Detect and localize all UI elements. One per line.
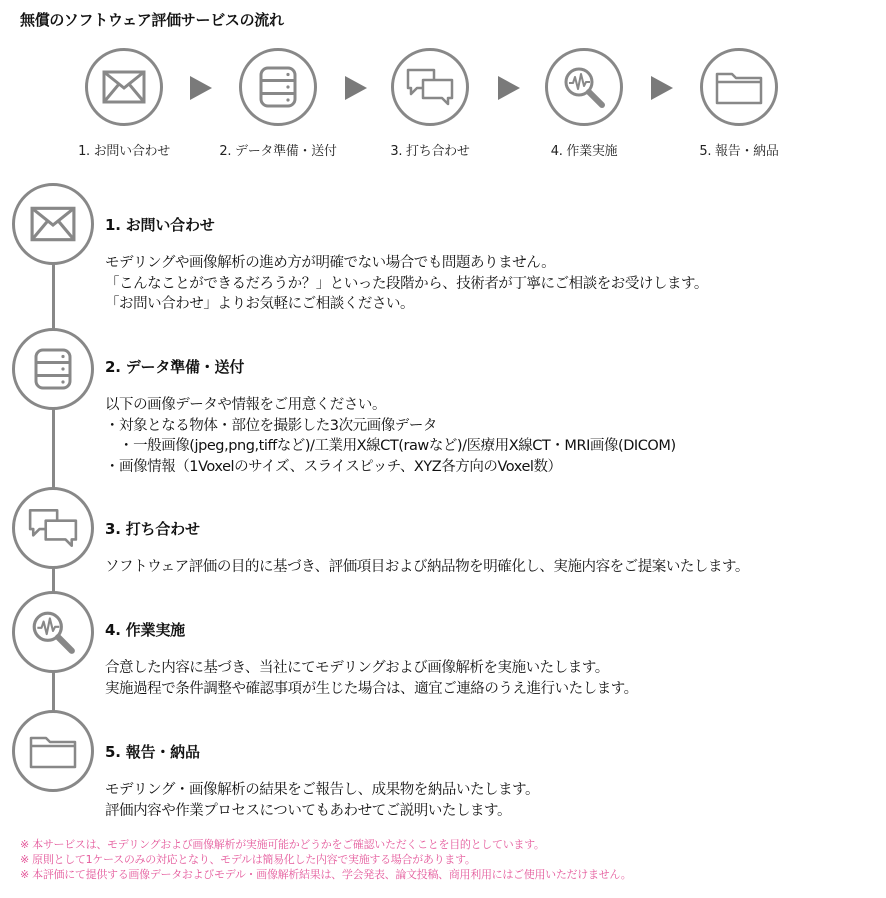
flow-step-label: 1. お問い合わせ: [78, 144, 170, 159]
envelope-icon: [30, 206, 76, 242]
flow-step-label: 5. 報告・納品: [699, 144, 779, 159]
section-line: ・画像情報（1Voxelのサイズ、スライスピッチ、XYZ各方向のVoxel数）: [105, 458, 562, 475]
section-body: [105, 557, 880, 578]
timeline-circle-report: [12, 710, 94, 792]
page-title: 無償のソフトウェア評価サービスの流れ: [20, 11, 284, 29]
section-title: 3. 打ち合わせ: [105, 520, 200, 538]
flow-step-label: 4. 作業実施: [550, 144, 618, 159]
flow-step-circle: [239, 48, 317, 126]
section-line: モデリング・画像解析の結果をご報告し、成果物を納品いたします。: [105, 782, 540, 798]
folder-icon: [28, 732, 78, 770]
envelope-icon: [102, 70, 146, 104]
section-line: 実施過程で条件調整や確認事項が生じた場合は、適宜ご連絡のうえ進行いたします。: [105, 680, 638, 697]
section-line: 「こんなことができるだろうか？」といった段階から、技術者が丁寧にご相談をお受けします。: [105, 275, 708, 292]
database-icon: [258, 65, 298, 109]
magnifier-analysis-icon: [29, 608, 77, 656]
section-execution: [105, 619, 880, 699]
section-title: 5. 報告・納品: [105, 743, 200, 761]
section-meeting: [105, 518, 880, 578]
flow-step-circle: [391, 48, 469, 126]
timeline-circle-execution: [12, 591, 94, 673]
flow-step-data-prep: [203, 48, 353, 159]
database-icon: [33, 347, 73, 391]
chat-bubbles-icon: [27, 507, 79, 549]
flow-step-label: 2. データ準備・送付: [219, 144, 337, 159]
section-line: ソフトウェア評価の目的に基づき、評価項目および納品物を明確化し、実施内容をご提案いたします。: [105, 559, 749, 575]
magnifier-analysis-icon: [561, 64, 607, 110]
section-body: [105, 780, 880, 821]
folder-icon: [714, 68, 764, 106]
flow-step-report: [664, 48, 814, 159]
section-line: ・対象となる物体・部位を撮影した3次元画像データ: [105, 417, 437, 434]
section-report: [105, 741, 880, 821]
flow-step-circle: [85, 48, 163, 126]
flow-step-execution: [509, 48, 659, 159]
section-body: [105, 395, 880, 477]
section-line: 評価内容や作業プロセスについてもあわせてご説明いたします。: [105, 802, 511, 819]
section-body: [105, 253, 880, 315]
section-line: ・一般画像(jpeg,png,tiffなど)/工業用X線CT(rawなど)/医療用X線CT・MRI画像(DICOM): [105, 438, 676, 454]
section-title: 2. データ準備・送付: [105, 358, 245, 376]
flow-step-meeting: [355, 48, 505, 159]
timeline-circle-data-prep: [12, 328, 94, 410]
flow-step-circle: [545, 48, 623, 126]
section-inquiry: [105, 214, 880, 315]
section-line: 以下の画像データや情報をご用意ください。: [105, 397, 386, 413]
flow-step-label: 3. 打ち合わせ: [390, 144, 470, 159]
chat-bubbles-icon: [405, 67, 455, 107]
section-body: [105, 658, 880, 699]
section-title: 1. お問い合わせ: [105, 216, 215, 234]
timeline-circle-meeting: [12, 487, 94, 569]
section-title: 4. 作業実施: [105, 621, 185, 639]
flow-step-circle: [700, 48, 778, 126]
footnote: ※ 本評価にて提供する画像データおよびモデル・画像解析結果は、学会発表、論文投稿、商用利用にはご使用いただけません。: [20, 868, 632, 881]
footnote: ※ 原則として1ケースのみの対応となり、モデルは簡易化した内容で実施する場合があります。: [20, 853, 476, 866]
section-line: 合意した内容に基づき、当社にてモデリングおよび画像解析を実施いたします。: [105, 660, 609, 676]
flow-step-inquiry: [49, 48, 199, 159]
timeline-circle-inquiry: [12, 183, 94, 265]
section-data-prep: [105, 356, 880, 477]
footnote: ※ 本サービスは、モデリングおよび画像解析が実施可能かどうかをご確認いただくことを目的としています。: [20, 838, 545, 851]
footnotes: [20, 837, 631, 882]
flow-diagram: [0, 48, 886, 168]
section-line: 「お問い合わせ」よりお気軽にご相談ください。: [105, 296, 415, 312]
section-line: モデリングや画像解析の進め方が明確でない場合でも問題ありません。: [105, 255, 556, 271]
